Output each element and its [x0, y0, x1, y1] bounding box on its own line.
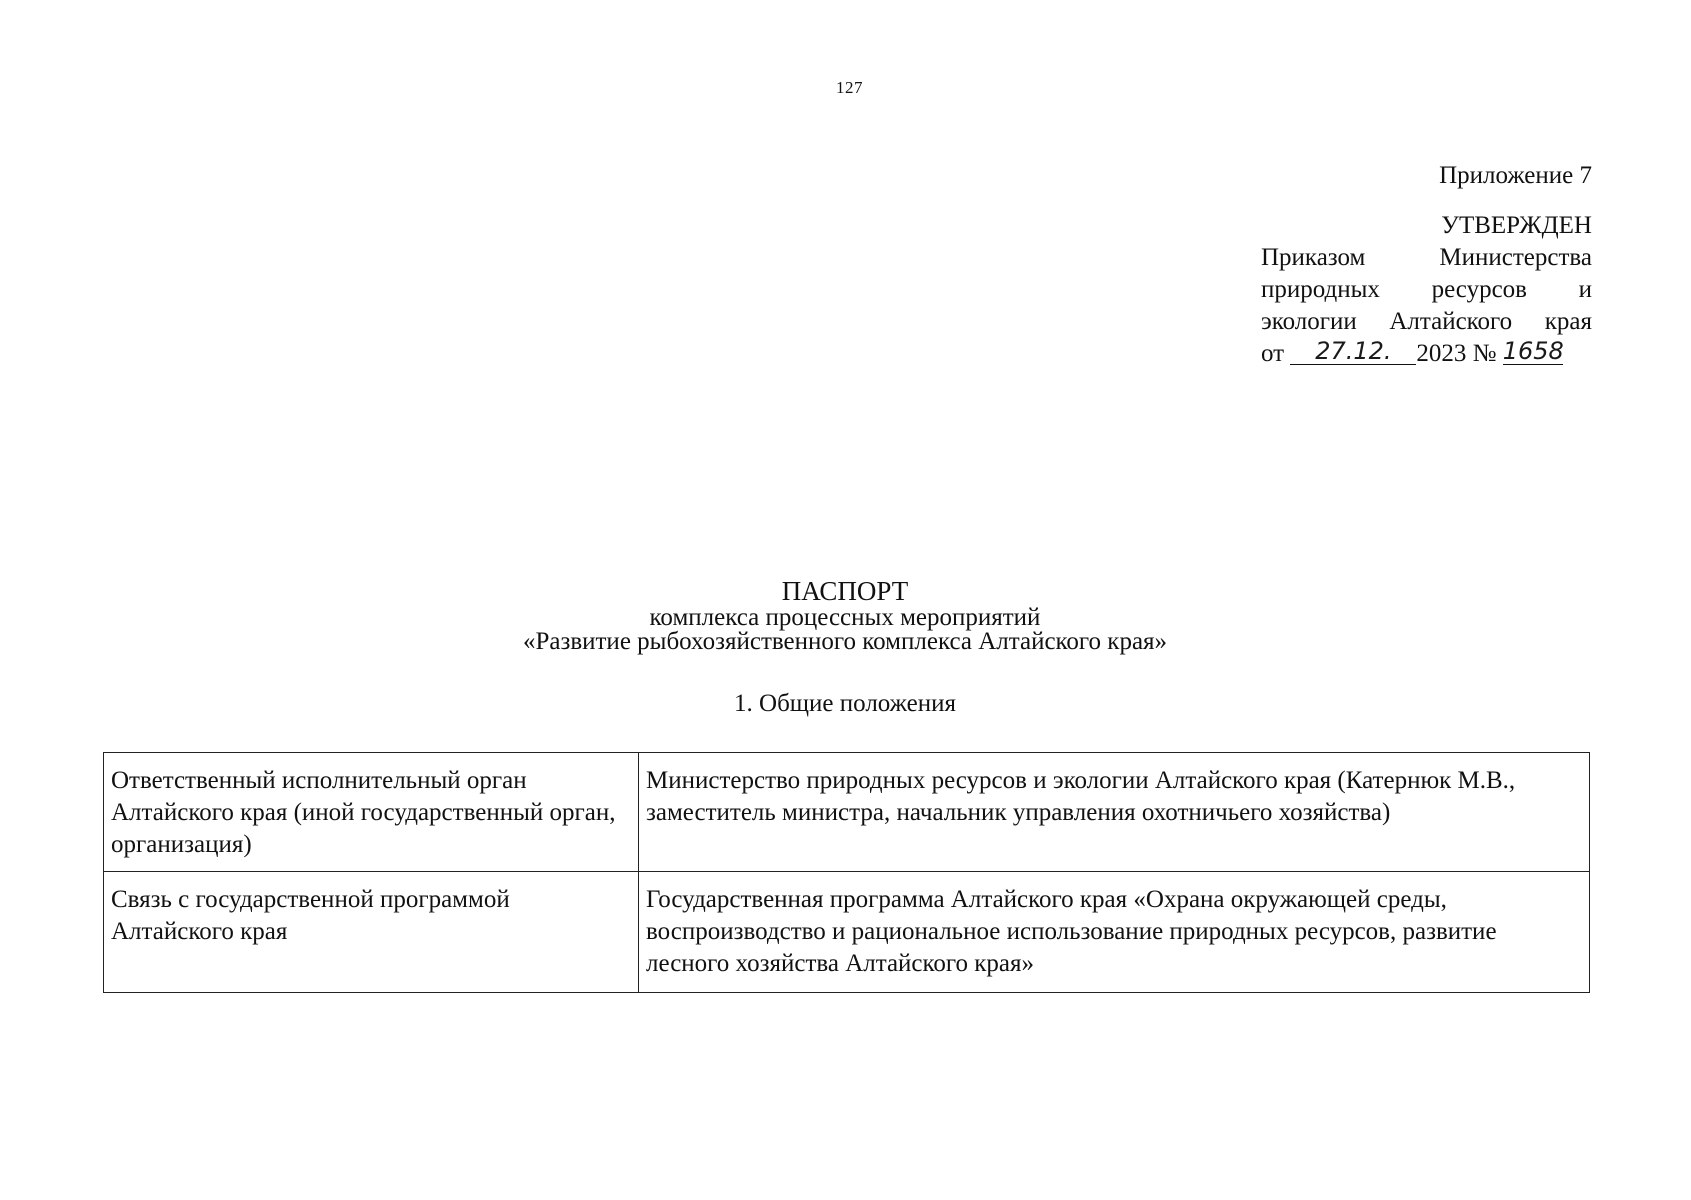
document-subtitle-1: комплекса процессных мероприятий — [649, 604, 1041, 631]
spacer — [1261, 192, 1592, 210]
table-cell-label: Связь с государственной программой Алтайского края — [104, 872, 639, 993]
year-text: 2023 № — [1416, 340, 1497, 367]
table-cell-value: Государственная программа Алтайского края «Охрана окружающей среды, воспроизводство и рациональное использование природных ресурсов, развитие лесного хозяйства Алтайского края» — [639, 872, 1590, 993]
document-subtitle-2: «Развитие рыбохозяйственного комплекса Алтайского края» — [522, 628, 1168, 655]
section-heading: 1. Общие положения — [734, 690, 956, 717]
document-title-block — [330, 576, 1360, 654]
table-row — [104, 872, 1590, 993]
order-date-line — [1261, 338, 1592, 370]
appendix-label: Приложение 7 — [1439, 162, 1592, 189]
handwritten-order-number: 1658 — [1502, 337, 1564, 365]
table-cell-label: Ответственный исполнительный орган Алтайского края (иной государственный орган, организация) — [104, 753, 639, 872]
general-provisions-table — [103, 752, 1590, 993]
order-line-3: экологии Алтайского края — [1261, 308, 1592, 335]
order-line-2: природных ресурсов и — [1261, 276, 1592, 303]
handwritten-date: 27.12. — [1290, 338, 1416, 365]
order-line-1: Приказом Министерства — [1261, 244, 1592, 271]
approval-block — [1261, 160, 1592, 370]
approved-label: УТВЕРЖДЕН — [1441, 212, 1592, 239]
document-title: ПАСПОРТ — [781, 576, 909, 606]
page-number: 127 — [836, 78, 863, 97]
table-cell-value: Министерство природных ресурсов и экологии Алтайского края (Катернюк М.В., заместитель министра, начальник управления охотничьего хозяйства) — [639, 753, 1590, 872]
table-row — [104, 753, 1590, 872]
date-prefix: от — [1261, 340, 1285, 367]
